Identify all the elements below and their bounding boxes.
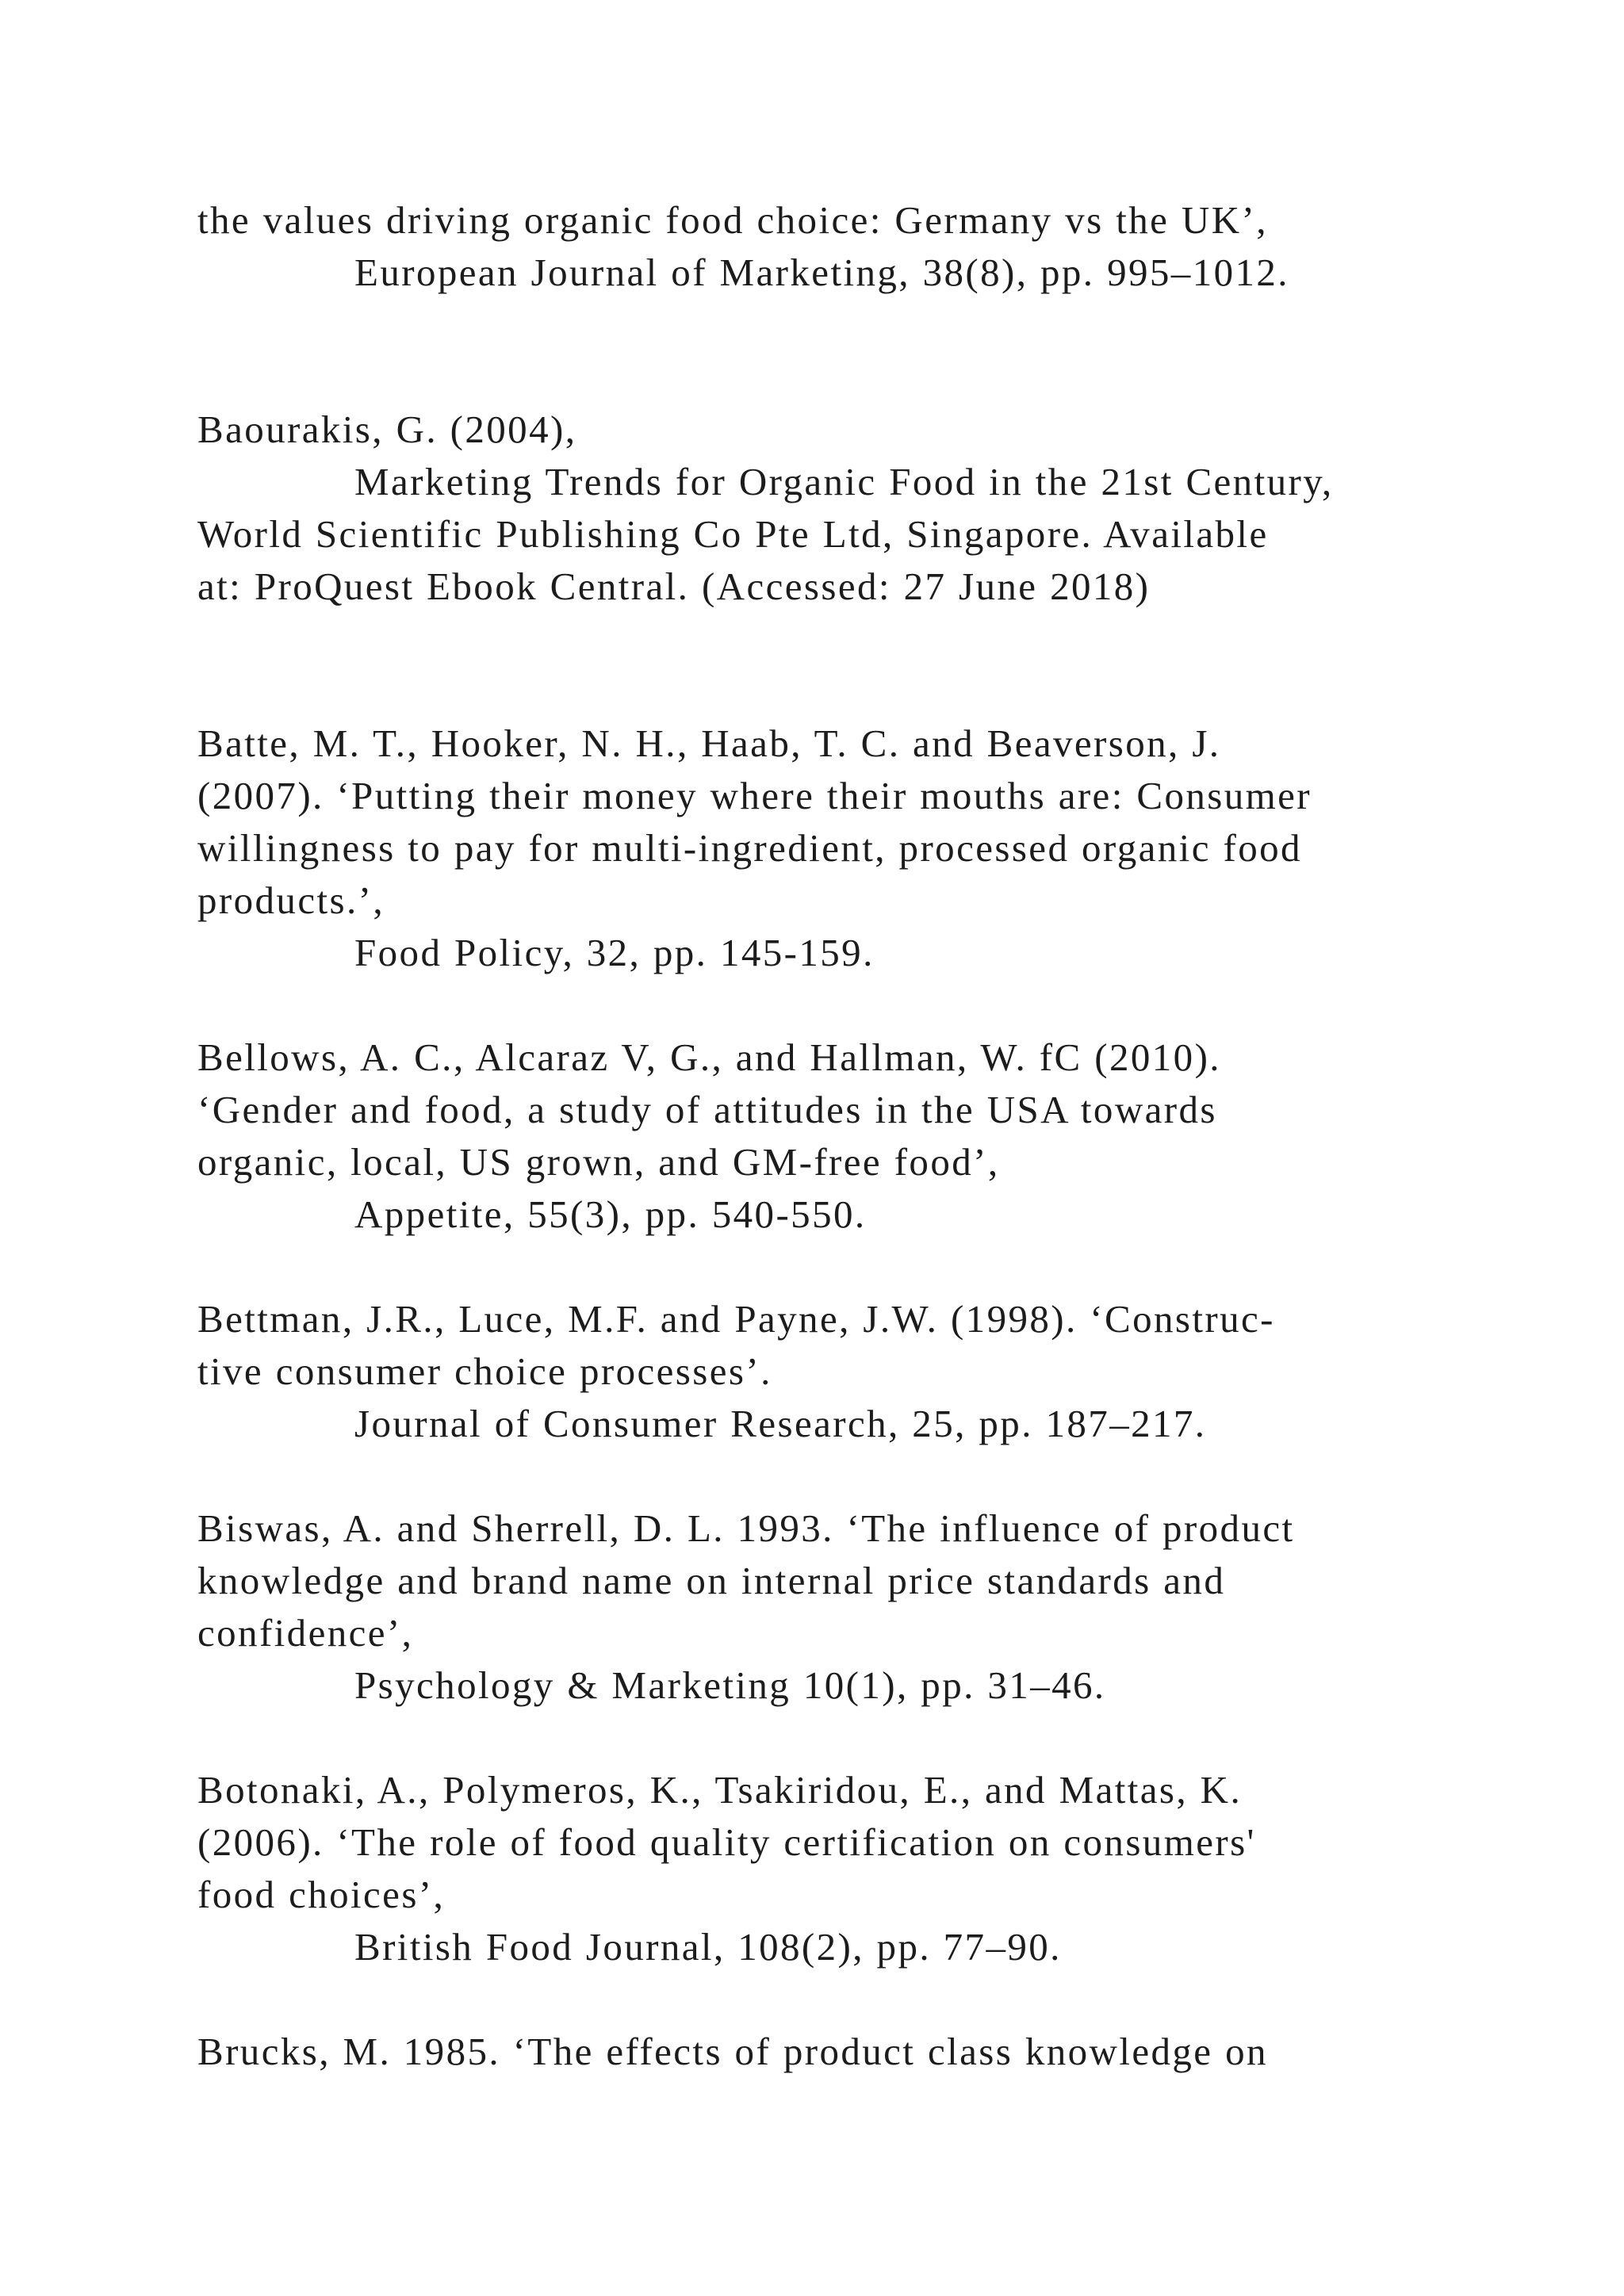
reference-spacer <box>197 979 1466 1031</box>
reference-list <box>197 194 1466 2078</box>
reference-text-line: knowledge and brand name on internal price standards and <box>197 1559 1226 1602</box>
reference-text-line: at: ProQuest Ebook Central. (Accessed: 27 June 2018) <box>197 564 1151 608</box>
reference-text-line: willingness to pay for multi-ingredient, processed organic food <box>197 826 1302 870</box>
reference-entry <box>197 1031 1466 1241</box>
reference-text-line: organic, local, US grown, and GM-free food’, <box>197 1140 1000 1184</box>
reference-text-line: Biswas, A. and Sherrell, D. L. 1993. ‘The influence of product <box>197 1506 1295 1550</box>
reference-entry <box>197 2026 1466 2078</box>
reference-text-line: confidence’, <box>197 1611 414 1655</box>
reference-journal-line: British Food Journal, 108(2), pp. 77–90. <box>354 1925 1062 1969</box>
reference-spacer <box>197 1450 1466 1502</box>
reference-text-line: (2006). ‘The role of food quality certification on consumers' <box>197 1820 1256 1864</box>
reference-journal-line: Psychology & Marketing 10(1), pp. 31–46. <box>354 1663 1106 1707</box>
reference-text-line: tive consumer choice processes’. <box>197 1349 772 1393</box>
reference-entry <box>197 718 1466 979</box>
reference-text-line: Bellows, A. C., Alcaraz V, G., and Hallman, W. fC (2010). <box>197 1035 1221 1079</box>
reference-spacer <box>197 1973 1466 2026</box>
reference-spacer <box>197 1712 1466 1764</box>
reference-journal-line: Food Policy, 32, pp. 145-159. <box>354 931 875 974</box>
reference-entry <box>197 1293 1466 1450</box>
reference-text-line: Botonaki, A., Polymeros, K., Tsakiridou, E., and Mattas, K. <box>197 1768 1243 1812</box>
reference-text-line: Batte, M. T., Hooker, N. H., Haab, T. C. and Beaverson, J. <box>197 721 1221 765</box>
reference-entry <box>197 1502 1466 1712</box>
reference-text-line: products.’, <box>197 878 385 922</box>
reference-text-line: World Scientific Publishing Co Pte Ltd, Singapore. Available <box>197 512 1269 556</box>
reference-entry <box>197 404 1466 613</box>
reference-text-line: Baourakis, G. (2004), <box>197 408 577 451</box>
reference-spacer <box>197 299 1466 404</box>
reference-text-line: (2007). ‘Putting their money where their mouths are: Consumer <box>197 774 1312 817</box>
reference-journal-line: Journal of Consumer Research, 25, pp. 187–217. <box>354 1402 1207 1445</box>
reference-text-line: ‘Gender and food, a study of attitudes in the USA towards <box>197 1088 1217 1131</box>
reference-spacer <box>197 1241 1466 1293</box>
reference-text-line: food choices’, <box>197 1873 446 1916</box>
reference-entry <box>197 1764 1466 1973</box>
reference-text-line: Bettman, J.R., Luce, M.F. and Payne, J.W. (1998). ‘Construc- <box>197 1297 1275 1341</box>
reference-journal-line: Marketing Trends for Organic Food in the 21st Century, <box>354 460 1334 503</box>
reference-text-line: Brucks, M. 1985. ‘The effects of product class knowledge on <box>197 2030 1268 2073</box>
reference-journal-line: Appetite, 55(3), pp. 540-550. <box>354 1192 867 1236</box>
reference-journal-line: European Journal of Marketing, 38(8), pp. 995–1012. <box>354 251 1289 294</box>
reference-text-line: the values driving organic food choice: Germany vs the UK’, <box>197 198 1268 242</box>
reference-entry <box>197 194 1466 299</box>
reference-spacer <box>197 613 1466 718</box>
